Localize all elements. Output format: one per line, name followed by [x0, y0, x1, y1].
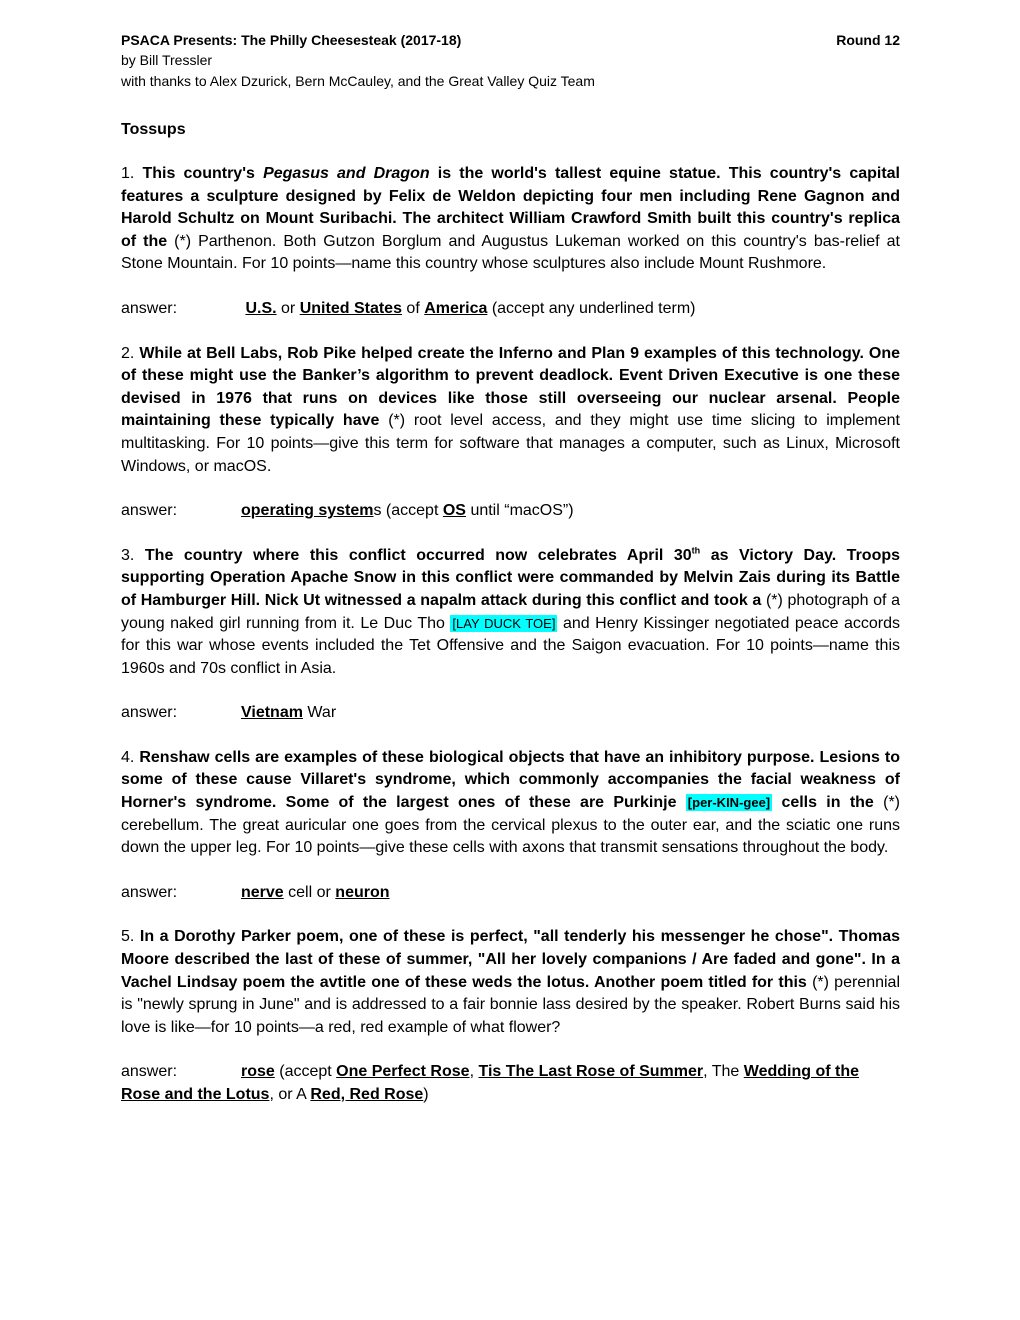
answer-term: Vietnam — [241, 704, 303, 722]
answer-text: , — [469, 1063, 475, 1081]
power-text: cells in the — [781, 794, 874, 812]
answer-text: s (accept — [373, 502, 439, 520]
answer-label: answer: — [121, 502, 178, 520]
question-number: 3. — [121, 546, 135, 564]
answer-label: answer: — [121, 299, 178, 317]
answer-text: or — [281, 299, 296, 317]
answer-text: cell or — [288, 883, 331, 901]
power-text: In a Dorothy Parker poem, one of these is perfect, "all tenderly his messenger he chose". Thomas Moore described the last of these of summer, "All her lovely companions / Are faded and gone". In a Vachel Lindsay poem the avtitle one of these weds the lotus. Another poem titled for this — [121, 928, 900, 991]
answer-term: United States — [299, 299, 402, 317]
question-text: (*) root level access, and they might use time slicing to implement multitasking. For 10 points—give this term for software that manages a computer, such as Linux, Microsoft Windows, or macOS. — [121, 412, 900, 475]
answer-1 — [121, 298, 900, 321]
question-text: and Henry Kissinger negotiated peace accords for this war whose events included the Tet Offensive and the Saigon evacuation. For 10 points—name this 1960s and 70s conflict in Asia. — [121, 614, 901, 677]
round-label: Round 12 — [836, 32, 900, 48]
answer-text: , The — [703, 1063, 740, 1081]
answer-term: Tis The Last Rose of Summer — [478, 1063, 704, 1081]
answer-label: answer: — [121, 1063, 178, 1081]
author-line: by Bill Tressler — [121, 52, 213, 68]
answer-3 — [121, 702, 900, 725]
answer-term: One Perfect Rose — [336, 1063, 470, 1081]
answer-term: Red, Red Rose — [310, 1086, 424, 1103]
answer-term: America — [424, 299, 488, 317]
answer-text: , or A — [269, 1086, 306, 1103]
pronunciation-guide: [LAY DUCK TOE] — [452, 615, 556, 631]
section-title: Tossups — [121, 121, 186, 138]
answer-term: rose — [241, 1063, 275, 1081]
answer-term: operating system — [241, 502, 374, 520]
answer-4 — [121, 882, 900, 905]
question-number: 5. — [121, 928, 135, 946]
packet-title: PSACA Presents: The Philly Cheesesteak (2017-18) — [121, 32, 462, 48]
header-row — [121, 30, 900, 50]
answer-label: answer: — [121, 704, 178, 722]
power-text-italic: Pegasus and Dragon — [263, 165, 430, 182]
question-text: (*) perennial is "newly sprung in June" and is addressed to a fair bonnie lass desired by the speaker. Robert Burns said his love is like—for 10 points—a red, red example of what flower? — [121, 973, 901, 1036]
answer-label: answer: — [121, 883, 178, 901]
answer-5 — [121, 1061, 900, 1106]
question-text: (*) Parthenon. Both Gutzon Borglum and Augustus Lukeman worked on this country's bas-relief at Stone Mountain. For 10 points—name this country whose sculptures also include Mount Rushmore. — [121, 232, 900, 273]
power-text: While at Bell Labs, Rob Pike helped create the Inferno and Plan 9 examples of this technology. One of these might use the Banker’s algorithm to prevent deadlock. Event Driven Executive is one these devised in 1976 that runs on devices like those still overseeing our nuclear arsenal. People maintaining these typically have — [121, 344, 900, 430]
question-number: 2. — [121, 344, 135, 362]
answer-text: (accept any underlined term) — [491, 299, 696, 317]
answer-text: until “macOS”) — [470, 502, 574, 520]
thanks-line: with thanks to Alex Dzurick, Bern McCauley, and the Great Valley Quiz Team — [121, 73, 595, 89]
question-number: 4. — [121, 748, 135, 766]
question-4 — [121, 747, 900, 860]
ordinal-suffix: th — [691, 545, 701, 556]
pronunciation-guide: [per-KIN-gee] — [687, 795, 771, 811]
answer-text: War — [307, 704, 337, 722]
answer-term: Wedding of the Rose and the Lotus — [121, 1063, 859, 1103]
answer-2 — [121, 500, 900, 523]
question-2 — [121, 343, 900, 479]
question-1 — [121, 163, 900, 276]
answer-term: U.S. — [245, 299, 277, 317]
question-text: (*) photograph of a young naked girl running from it. Le Duc Tho — [121, 591, 901, 632]
question-5 — [121, 926, 900, 1039]
question-text: (*) cerebellum. The great auricular one goes from the cervical plexus to the outer ear, and the sciatic one runs down the upper leg. For 10 points—give these cells with axons that transmit sensations throughout the body. — [121, 794, 901, 857]
answer-text: ) — [423, 1086, 429, 1103]
power-text: The country where this conflict occurred now celebrates April 30 — [144, 546, 692, 564]
answer-text: (accept — [279, 1063, 332, 1081]
answer-term: neuron — [335, 883, 390, 901]
power-text: Renshaw cells are examples of these biological objects that have an inhibitory purpose. Lesions to some of these cause Villaret's syndrome, which commonly accompanies the facial weakness of Horner's syndrome. Some of the largest ones of these are Purkinje — [121, 748, 900, 812]
question-number: 1. — [121, 165, 135, 182]
answer-term: nerve — [241, 883, 284, 901]
power-text: is the world's tallest equine statue. This country's capital features a sculpture designed by Felix de Weldon depicting four men including Rene Gagnon and Harold Schultz on Mount Suribachi. The architect William Crawford Smith built this country's replica of the — [121, 165, 901, 250]
document-page — [121, 30, 900, 1107]
question-3 — [121, 545, 900, 681]
answer-text: of — [406, 299, 420, 317]
power-text: This country's — [142, 165, 255, 182]
power-text: as Victory Day. Troops supporting Operation Apache Snow in this conflict were commanded by Melvin Zais during its Battle of Hamburger Hill. Nick Ut witnessed a napalm attack during this conflict and took a — [121, 546, 901, 609]
answer-term: OS — [442, 502, 466, 520]
